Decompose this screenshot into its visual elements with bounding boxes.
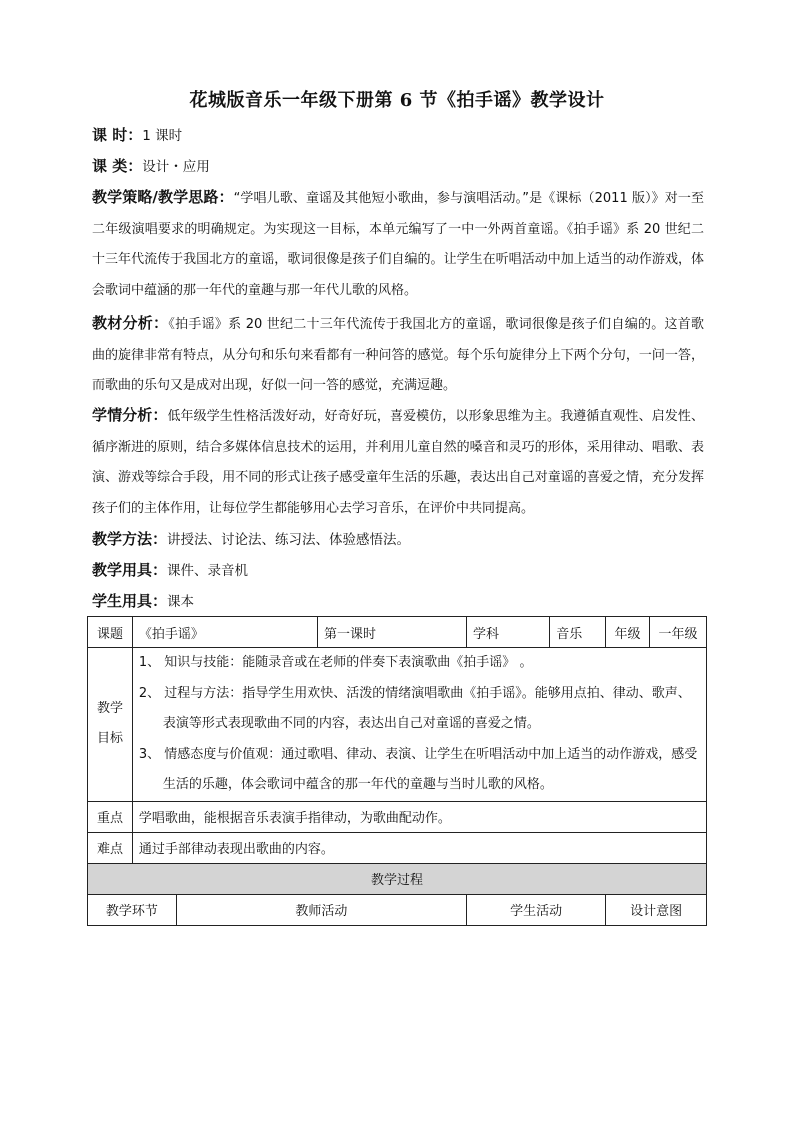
material-analysis-label: 教材分析： — [92, 314, 169, 332]
grade-value-cell: 一年级 — [649, 617, 706, 648]
lesson-hours-value: 1 课时 — [142, 128, 183, 144]
subject-value-cell: 音乐 — [550, 617, 606, 648]
topic-label-cell: 课题 — [88, 617, 133, 648]
topic-value-cell: 《拍手谣》 — [132, 617, 317, 648]
goal-item-2: 2、 过程与方法：指导学生用欢快、活泼的情绪演唱歌曲《拍手谣》。能够用点拍、律动、歌声、表演等形式表现歌曲不同的内容，表达出自己对童谣的喜爱之情。 — [138, 685, 691, 731]
student-analysis-paragraph — [92, 400, 704, 524]
table-row-key-point — [88, 801, 707, 832]
material-analysis-paragraph — [92, 308, 704, 402]
process-col-student: 学生活动 — [467, 894, 606, 925]
teaching-strategy-label: 教学策略/教学思路： — [92, 188, 234, 206]
table-row-process-columns — [88, 894, 707, 925]
process-col-stage: 教学环节 — [88, 894, 177, 925]
teaching-strategy-text: “学唱儿歌、童谣及其他短小歌曲，参与演唱活动。”是《课标（2011 版）》对一至二年级演唱要求的明确规定。为实现这一目标，本单元编写了一中一外两首童谣。《拍手谣》系 20 世纪二十三年代流传于我国北方的童谣，歌词很像是孩子们自编的。让学生在听唱活动中加上适当的动作游戏，体会歌词中蕴涵的那一年代的童趣与那一年代儿歌的风格。 — [92, 191, 705, 298]
table-row-difficulty — [88, 832, 707, 863]
student-analysis-label: 学情分析： — [92, 406, 168, 424]
goals-label-line-2: 目标 — [96, 731, 123, 747]
teaching-tools-label: 教学用具： — [92, 561, 168, 579]
subject-label-cell: 学科 — [467, 617, 550, 648]
lesson-type-line — [92, 151, 210, 182]
process-header-cell: 教学过程 — [88, 863, 707, 894]
table-row-topic — [88, 617, 707, 648]
lesson-hours-label: 课 时： — [92, 126, 143, 144]
difficulty-value-cell: 通过手部律动表现出歌曲的内容。 — [132, 832, 706, 863]
lesson-plan-table — [87, 616, 707, 926]
student-tools-line — [92, 586, 194, 617]
process-col-teacher: 教师活动 — [176, 894, 466, 925]
process-col-intent: 设计意图 — [606, 894, 707, 925]
lesson-type-value: 设计・应用 — [142, 159, 210, 175]
teaching-tools-text: 课件、录音机 — [167, 563, 249, 579]
document-title: 花城版音乐一年级下册第 6 节《拍手谣》教学设计 — [189, 90, 605, 111]
teaching-method-text: 讲授法、讨论法、练习法、体验感悟法。 — [167, 532, 411, 548]
key-point-label-cell: 重点 — [88, 801, 133, 832]
material-analysis-text: 《拍手谣》系 20 世纪二十三年代流传于我国北方的童谣，歌词很像是孩子们自编的。这首歌曲的旋律非常有特点，从分句和乐句来看都有一种问答的感觉。每个乐句旋律分上下两个分句，一问一答，而歌曲的乐句又是成对出现，好似一问一答的感觉，充满逗趣。 — [92, 317, 704, 393]
student-analysis-text: 低年级学生性格活泼好动，好奇好玩，喜爱模仿，以形象思维为主。我遵循直观性、启发性、循序渐进的原则，结合多媒体信息技术的运用，并利用儿童自然的嗓音和灵巧的形体，采用律动、唱歌、表演、游戏等综合手段，用不同的形式让孩子感受童年生活的乐趣，表达出自己对童谣的喜爱之情，充分发挥孩子们的主体作用，让每位学生都能够用心去学习音乐，在评价中共同提高。 — [92, 409, 704, 516]
teaching-method-line — [92, 524, 410, 555]
student-tools-label: 学生用具： — [92, 592, 168, 610]
table-row-goals — [88, 648, 707, 802]
difficulty-label-cell: 难点 — [88, 832, 133, 863]
teaching-tools-line — [92, 555, 248, 586]
lesson-hours-line — [92, 120, 182, 151]
teaching-strategy-paragraph — [92, 182, 704, 306]
student-tools-text: 课本 — [167, 594, 195, 610]
key-point-value-cell: 学唱歌曲，能根据音乐表演手指律动，为歌曲配动作。 — [132, 801, 706, 832]
grade-label-cell: 年级 — [606, 617, 650, 648]
table-row-process-header — [88, 863, 707, 894]
goal-item-3: 3、 情感态度与价值观：通过歌唱、律动、表演、让学生在听唱活动中加上适当的动作游戏，感受生活的乐趣，体会歌词中蕴含的那一年代的童趣与当时儿歌的风格。 — [138, 746, 698, 792]
goal-item-1: 1、 知识与技能：能随录音或在老师的伴奏下表演歌曲《拍手谣》 。 — [138, 655, 533, 670]
lesson-type-label: 课 类： — [92, 157, 143, 175]
teaching-method-label: 教学方法： — [92, 530, 168, 548]
goals-label-line-1: 教学 — [96, 701, 123, 717]
goals-label-cell — [88, 648, 133, 802]
lesson-cell: 第一课时 — [318, 617, 467, 648]
goals-content-cell — [132, 648, 706, 802]
